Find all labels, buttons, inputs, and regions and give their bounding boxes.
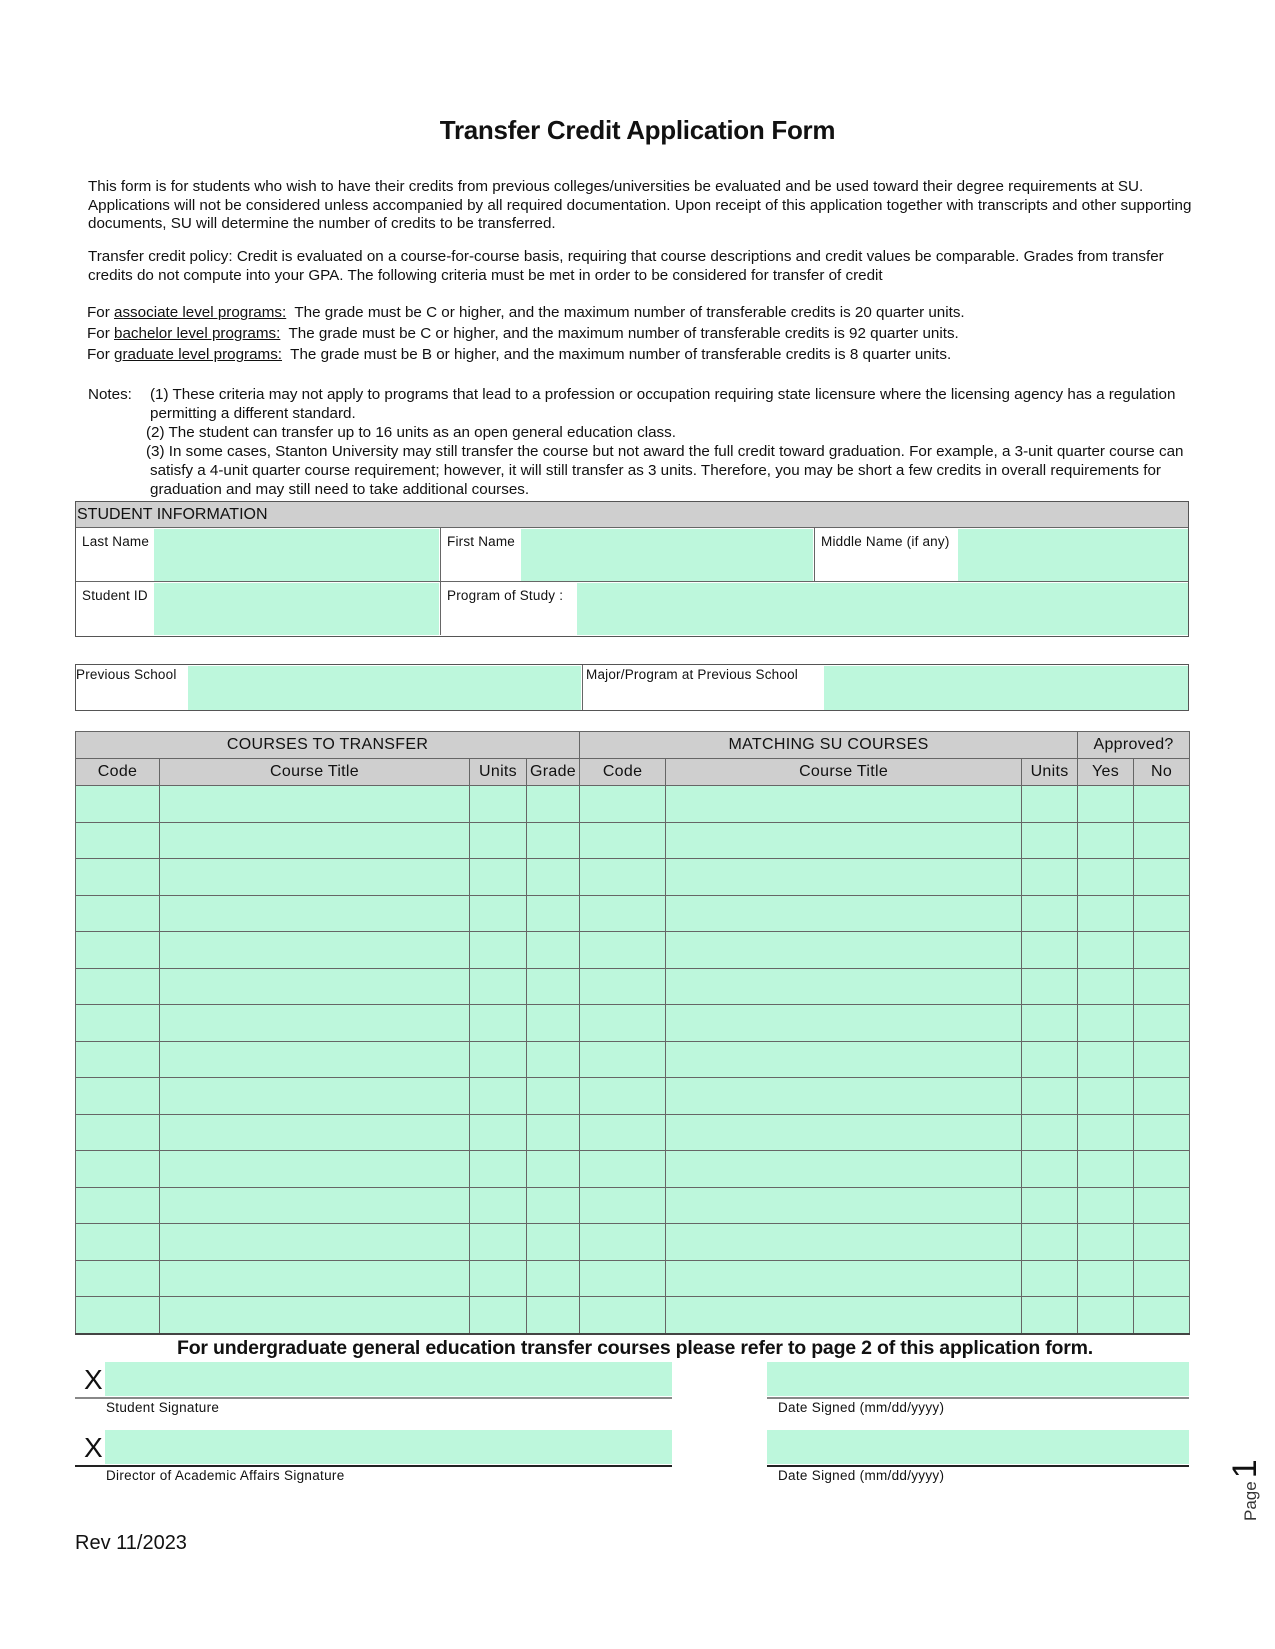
transfer-units-input[interactable] <box>470 932 527 969</box>
approved-yes-input[interactable] <box>1078 1224 1134 1261</box>
approved-yes-input[interactable] <box>1078 1151 1134 1188</box>
student-signature-x-mark: X <box>84 1364 103 1395</box>
transfer-grade-input[interactable] <box>527 932 580 969</box>
su-units-input[interactable] <box>1022 822 1078 859</box>
revision-label: Rev 11/2023 <box>75 1532 187 1554</box>
transfer-title-input[interactable] <box>160 1151 470 1188</box>
notes-section <box>88 385 1203 499</box>
approved-no-input[interactable] <box>1134 1151 1190 1188</box>
su-units-input[interactable] <box>1022 1187 1078 1224</box>
transfer-code-input[interactable] <box>76 968 160 1005</box>
transfer-code-input[interactable] <box>76 1078 160 1115</box>
column-header-row <box>76 759 1190 786</box>
course-row <box>76 1078 1190 1115</box>
transfer-grade-input[interactable] <box>527 1078 580 1115</box>
approved-yes-input[interactable] <box>1078 1297 1134 1334</box>
approved-yes-input[interactable] <box>1078 1187 1134 1224</box>
su-title-input[interactable] <box>666 1005 1022 1042</box>
col-transfer-units: Units <box>470 759 527 786</box>
approved-no-input[interactable] <box>1134 1260 1190 1297</box>
approved-yes-input[interactable] <box>1078 1114 1134 1151</box>
col-transfer-grade: Grade <box>527 759 580 786</box>
transfer-units-input[interactable] <box>470 859 527 896</box>
middle-name-input[interactable] <box>958 529 1188 581</box>
col-approved-no: No <box>1134 759 1190 786</box>
student-signature-line <box>75 1397 672 1399</box>
su-units-input[interactable] <box>1022 968 1078 1005</box>
su-title-input[interactable] <box>666 822 1022 859</box>
director-signature-x-mark: X <box>84 1432 103 1463</box>
last-name-cell <box>76 528 441 582</box>
approved-no-input[interactable] <box>1134 822 1190 859</box>
approved-yes-input[interactable] <box>1078 1041 1134 1078</box>
form-title: Transfer Credit Application Form <box>439 115 836 145</box>
student-signature-input[interactable] <box>105 1362 672 1396</box>
transfer-units-input[interactable] <box>470 1078 527 1115</box>
director-signature-input[interactable] <box>105 1430 672 1464</box>
middle-name-cell <box>815 528 1188 582</box>
course-row <box>76 1041 1190 1078</box>
approved-yes-input[interactable] <box>1078 822 1134 859</box>
su-code-input[interactable] <box>580 895 666 932</box>
group-header-courses-to-transfer: COURSES TO TRANSFER <box>76 732 580 759</box>
transfer-units-input[interactable] <box>470 1041 527 1078</box>
su-code-input[interactable] <box>580 968 666 1005</box>
transfer-grade-input[interactable] <box>527 1297 580 1334</box>
su-title-input[interactable] <box>666 1224 1022 1261</box>
su-units-input[interactable] <box>1022 1078 1078 1115</box>
director-date-input[interactable] <box>767 1430 1189 1464</box>
note-1: (1) These criteria may not apply to programs that lead to a profession or occupation requiring state licensure where the licensing agency has a regulation permitting a different standard. <box>150 386 1176 422</box>
director-date-label: Date Signed (mm/dd/yyyy) <box>778 1468 945 1483</box>
approved-yes-input[interactable] <box>1078 786 1134 823</box>
transfer-units-input[interactable] <box>470 968 527 1005</box>
transfer-title-input[interactable] <box>160 1041 470 1078</box>
su-code-input[interactable] <box>580 1151 666 1188</box>
course-row <box>76 1260 1190 1297</box>
page-number-value: 1 <box>1226 1459 1264 1479</box>
transfer-grade-input[interactable] <box>527 859 580 896</box>
criteria-graduate: For graduate level programs: The grade must be B or higher, and the maximum number of transferable credits is 8 quarter units. <box>87 346 952 363</box>
su-title-input[interactable] <box>666 1260 1022 1297</box>
su-units-input[interactable] <box>1022 1224 1078 1261</box>
approved-yes-input[interactable] <box>1078 968 1134 1005</box>
col-transfer-code: Code <box>76 759 160 786</box>
transfer-code-input[interactable] <box>76 895 160 932</box>
transfer-units-input[interactable] <box>470 1260 527 1297</box>
transfer-title-input[interactable] <box>160 895 470 932</box>
middle-name-label: Middle Name (if any) <box>821 534 950 549</box>
student-info-section <box>75 501 1189 637</box>
su-units-input[interactable] <box>1022 1005 1078 1042</box>
approved-no-input[interactable] <box>1134 1041 1190 1078</box>
group-header-row <box>76 732 1190 759</box>
approved-no-input[interactable] <box>1134 968 1190 1005</box>
transfer-units-input[interactable] <box>470 1224 527 1261</box>
transfer-title-input[interactable] <box>160 1224 470 1261</box>
su-code-input[interactable] <box>580 1187 666 1224</box>
transfer-code-input[interactable] <box>76 786 160 823</box>
transfer-units-input[interactable] <box>470 1297 527 1334</box>
transfer-code-input[interactable] <box>76 1260 160 1297</box>
approved-yes-input[interactable] <box>1078 1005 1134 1042</box>
approved-yes-input[interactable] <box>1078 1078 1134 1115</box>
course-row <box>76 1224 1190 1261</box>
transfer-grade-input[interactable] <box>527 1114 580 1151</box>
last-name-input[interactable] <box>154 529 439 581</box>
transfer-title-input[interactable] <box>160 932 470 969</box>
previous-school-input[interactable] <box>188 666 581 710</box>
transfer-units-input[interactable] <box>470 786 527 823</box>
su-units-input[interactable] <box>1022 1260 1078 1297</box>
transfer-code-input[interactable] <box>76 932 160 969</box>
student-signature-label: Student Signature <box>106 1400 220 1415</box>
transfer-title-input[interactable] <box>160 1297 470 1334</box>
approved-yes-input[interactable] <box>1078 859 1134 896</box>
transfer-code-input[interactable] <box>76 1151 160 1188</box>
course-row <box>76 895 1190 932</box>
course-row <box>76 822 1190 859</box>
student-date-label: Date Signed (mm/dd/yyyy) <box>778 1400 945 1415</box>
director-date-line <box>767 1465 1189 1467</box>
col-su-units: Units <box>1022 759 1078 786</box>
su-code-input[interactable] <box>580 1224 666 1261</box>
course-row <box>76 786 1190 823</box>
transfer-title-input[interactable] <box>160 1005 470 1042</box>
first-name-cell <box>441 528 815 582</box>
su-units-input[interactable] <box>1022 859 1078 896</box>
su-units-input[interactable] <box>1022 1151 1078 1188</box>
approved-no-input[interactable] <box>1134 932 1190 969</box>
su-code-input[interactable] <box>580 1078 666 1115</box>
transfer-title-input[interactable] <box>160 786 470 823</box>
su-units-input[interactable] <box>1022 786 1078 823</box>
transfer-code-input[interactable] <box>76 1224 160 1261</box>
student-id-input[interactable] <box>154 583 439 635</box>
intro-paragraph: This form is for students who wish to have their credits from previous colleges/universities be evaluated and be used toward their degree requirements at SU. Applications will not be considered unless accompanied by all required documentation. Upon receipt of this application together with transcripts and other supporting documents, SU will determine the number of credits to be transferred. <box>88 178 1192 232</box>
transfer-grade-input[interactable] <box>527 1005 580 1042</box>
student-date-input[interactable] <box>767 1362 1189 1396</box>
director-signature-line <box>75 1465 672 1467</box>
su-code-input[interactable] <box>580 822 666 859</box>
su-title-input[interactable] <box>666 786 1022 823</box>
course-row <box>76 859 1190 896</box>
previous-major-input[interactable] <box>824 666 1188 710</box>
criteria-bachelor: For bachelor level programs: The grade must be C or higher, and the maximum number of transferable credits is 92 quarter units. <box>87 325 959 342</box>
transfer-code-input[interactable] <box>76 1187 160 1224</box>
su-code-input[interactable] <box>580 1041 666 1078</box>
su-title-input[interactable] <box>666 859 1022 896</box>
transfer-grade-input[interactable] <box>527 1041 580 1078</box>
policy-paragraph: Transfer credit policy: Credit is evaluated on a course-for-course basis, requiring that course descriptions and credit values be comparable. Grades from transfer credits do not compute into your GPA. The following criteria must be met in order to be considered for transfer of credit <box>88 248 1164 284</box>
su-units-input[interactable] <box>1022 1297 1078 1334</box>
transfer-units-input[interactable] <box>470 1151 527 1188</box>
transfer-grade-input[interactable] <box>527 822 580 859</box>
transfer-units-input[interactable] <box>470 1005 527 1042</box>
transfer-code-input[interactable] <box>76 859 160 896</box>
su-title-input[interactable] <box>666 1151 1022 1188</box>
course-row <box>76 1151 1190 1188</box>
course-row <box>76 1005 1190 1042</box>
col-su-code: Code <box>580 759 666 786</box>
group-header-matching-su-courses: MATCHING SU COURSES <box>580 732 1078 759</box>
su-title-input[interactable] <box>666 1078 1022 1115</box>
approved-no-input[interactable] <box>1134 1187 1190 1224</box>
course-row <box>76 1297 1190 1334</box>
notes-label: Notes: <box>88 386 132 403</box>
page-label: Page <box>1241 1481 1260 1521</box>
su-units-input[interactable] <box>1022 1041 1078 1078</box>
approved-no-input[interactable] <box>1134 1297 1190 1334</box>
transfer-code-input[interactable] <box>76 1297 160 1334</box>
transfer-code-input[interactable] <box>76 1041 160 1078</box>
transfer-grade-input[interactable] <box>527 1187 580 1224</box>
transfer-title-input[interactable] <box>160 1260 470 1297</box>
course-row <box>76 1114 1190 1151</box>
transfer-units-input[interactable] <box>470 1187 527 1224</box>
program-label: Program of Study : <box>447 588 564 603</box>
gen-ed-note: For undergraduate general education transfer courses please refer to page 2 of this application form. <box>176 1337 1094 1359</box>
transfer-grade-input[interactable] <box>527 1260 580 1297</box>
transfer-title-input[interactable] <box>160 1078 470 1115</box>
program-input[interactable] <box>577 583 1188 635</box>
su-title-input[interactable] <box>666 1297 1022 1334</box>
approved-no-input[interactable] <box>1134 786 1190 823</box>
transfer-units-input[interactable] <box>470 1114 527 1151</box>
transfer-grade-input[interactable] <box>527 786 580 823</box>
page-number <box>1222 1455 1262 1525</box>
su-code-input[interactable] <box>580 786 666 823</box>
su-title-input[interactable] <box>666 968 1022 1005</box>
approved-no-input[interactable] <box>1134 1078 1190 1115</box>
approved-no-input[interactable] <box>1134 1005 1190 1042</box>
first-name-input[interactable] <box>521 529 813 581</box>
transfer-title-input[interactable] <box>160 1114 470 1151</box>
transfer-grade-input[interactable] <box>527 968 580 1005</box>
group-header-approved: Approved? <box>1078 732 1190 759</box>
transfer-title-input[interactable] <box>160 859 470 896</box>
transfer-code-input[interactable] <box>76 1114 160 1151</box>
transfer-grade-input[interactable] <box>527 895 580 932</box>
criteria-level-associate: associate level programs: <box>114 304 287 321</box>
su-code-input[interactable] <box>580 1297 666 1334</box>
transfer-code-input[interactable] <box>76 1005 160 1042</box>
transfer-title-input[interactable] <box>160 1187 470 1224</box>
approved-no-input[interactable] <box>1134 1224 1190 1261</box>
su-units-input[interactable] <box>1022 932 1078 969</box>
su-title-input[interactable] <box>666 932 1022 969</box>
su-code-input[interactable] <box>580 859 666 896</box>
approved-yes-input[interactable] <box>1078 1260 1134 1297</box>
previous-school-section <box>75 664 1189 711</box>
su-code-input[interactable] <box>580 1005 666 1042</box>
student-id-label: Student ID <box>82 588 148 603</box>
previous-major-label: Major/Program at Previous School <box>586 667 798 682</box>
criteria-level-bachelor: bachelor level programs: <box>114 325 281 342</box>
col-approved-yes: Yes <box>1078 759 1134 786</box>
student-info-header: STUDENT INFORMATION <box>76 502 1188 528</box>
previous-school-cell <box>76 665 583 710</box>
approved-no-input[interactable] <box>1134 859 1190 896</box>
col-su-title: Course Title <box>666 759 1022 786</box>
approved-no-input[interactable] <box>1134 1114 1190 1151</box>
transfer-code-input[interactable] <box>76 822 160 859</box>
su-title-input[interactable] <box>666 1114 1022 1151</box>
program-cell <box>441 582 1188 635</box>
student-id-cell <box>76 582 441 635</box>
note-2: (2) The student can transfer up to 16 units as an open general education class. <box>146 424 676 441</box>
courses-table <box>75 731 1190 1335</box>
approved-yes-input[interactable] <box>1078 932 1134 969</box>
transfer-title-input[interactable] <box>160 822 470 859</box>
col-transfer-title: Course Title <box>160 759 470 786</box>
su-code-input[interactable] <box>580 1114 666 1151</box>
approved-yes-input[interactable] <box>1078 895 1134 932</box>
transfer-grade-input[interactable] <box>527 1151 580 1188</box>
note-3: (3) In some cases, Stanton University may still transfer the course but not award the full credit toward graduation. For example, a 3-unit quarter course can satisfy a 4-unit quarter course requirement; however, it will still transfer as 3 units. Therefore, you may be short a few credits in overall requirements for graduation and may still need to take additional courses. <box>146 443 1184 498</box>
su-units-input[interactable] <box>1022 1114 1078 1151</box>
su-title-input[interactable] <box>666 895 1022 932</box>
course-row <box>76 968 1190 1005</box>
student-date-line <box>767 1397 1189 1399</box>
transfer-units-input[interactable] <box>470 895 527 932</box>
course-row <box>76 1187 1190 1224</box>
course-row <box>76 932 1190 969</box>
first-name-label: First Name <box>447 534 516 549</box>
previous-school-label: Previous School <box>76 667 177 682</box>
approved-no-input[interactable] <box>1134 895 1190 932</box>
su-units-input[interactable] <box>1022 895 1078 932</box>
criteria-associate: For associate level programs: The grade must be C or higher, and the maximum number of transferable credits is 20 quarter units. <box>87 304 965 321</box>
last-name-label: Last Name <box>82 534 150 549</box>
su-code-input[interactable] <box>580 1260 666 1297</box>
criteria-level-graduate: graduate level programs: <box>114 346 283 363</box>
director-signature-label: Director of Academic Affairs Signature <box>106 1468 345 1483</box>
su-code-input[interactable] <box>580 932 666 969</box>
transfer-grade-input[interactable] <box>527 1224 580 1261</box>
su-title-input[interactable] <box>666 1187 1022 1224</box>
su-title-input[interactable] <box>666 1041 1022 1078</box>
transfer-title-input[interactable] <box>160 968 470 1005</box>
transfer-units-input[interactable] <box>470 822 527 859</box>
previous-major-cell <box>583 665 1188 710</box>
